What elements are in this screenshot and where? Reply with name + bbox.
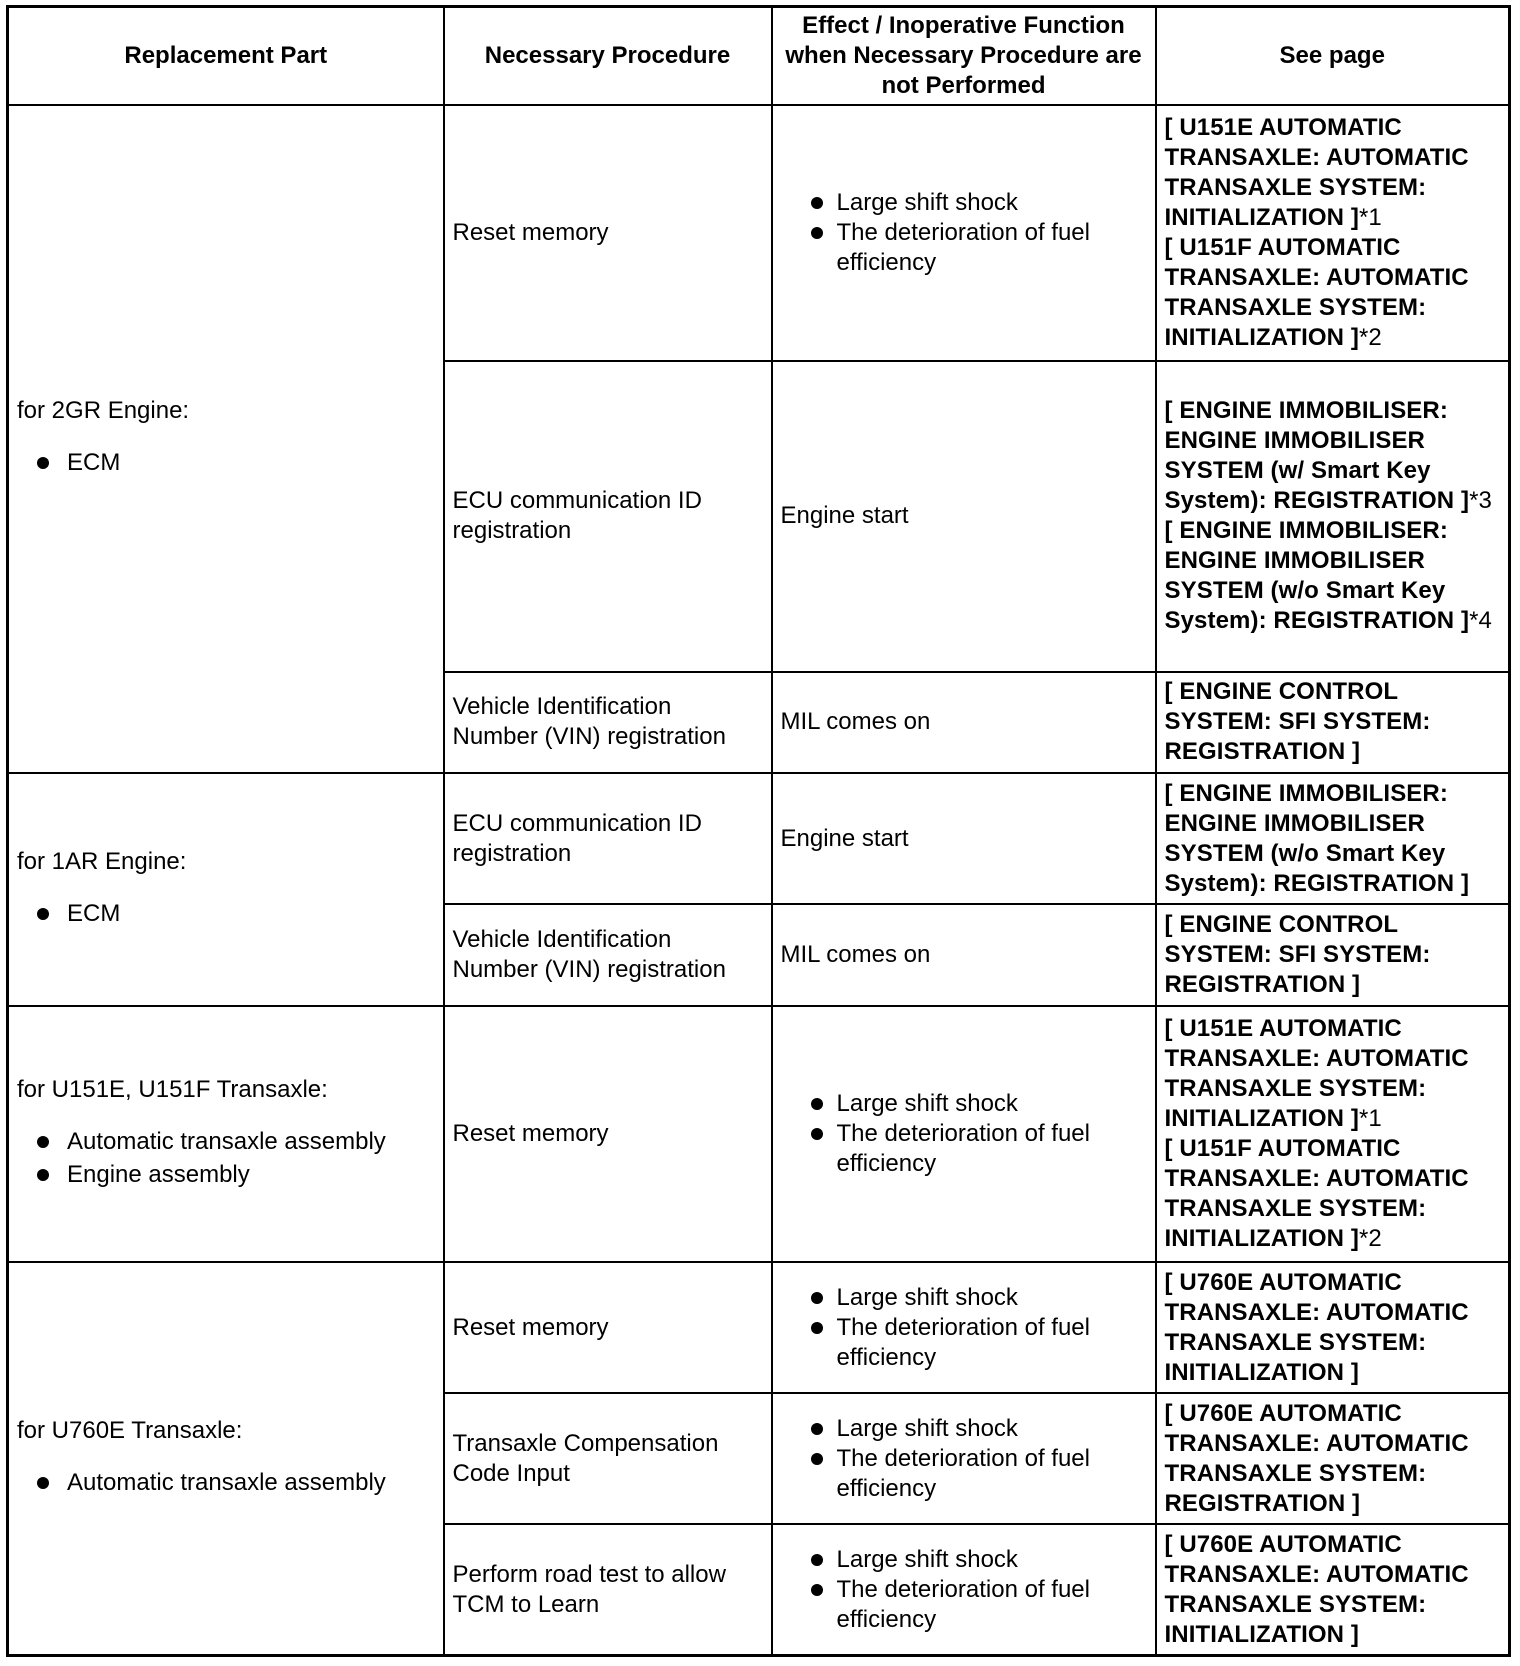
part-list [17,1468,435,1498]
page-reference-link[interactable] [1165,396,1501,516]
reference-text: [ U151E AUTOMATIC TRANSAXLE: AUTOMATIC TRANSAXLE SYSTEM: INITIALIZATION ] [1164,1014,1469,1132]
effect-cell [772,1006,1156,1262]
reference-text: [ ENGINE IMMOBILISER: ENGINE IMMOBILISER SYSTEM (w/ Smart Key System): REGISTRATION ] [1164,397,1470,515]
header-necessary-procedure: Necessary Procedure [444,7,772,105]
reference-text: [ ENGINE CONTROL SYSTEM: SFI SYSTEM: REGISTRATION ] [1164,678,1431,766]
effect-item: The deterioration of fuel efficiency [811,218,1147,278]
page-reference-link[interactable] [1165,1134,1501,1254]
page-reference-link[interactable] [1165,910,1501,1000]
reference-text: [ U760E AUTOMATIC TRANSAXLE: AUTOMATIC TRANSAXLE SYSTEM: INITIALIZATION ] [1164,1530,1469,1648]
part-list [17,1127,435,1190]
part-title: for 1AR Engine: [17,848,187,875]
effect-item: The deterioration of fuel efficiency [811,1575,1147,1635]
see-page-cell [1156,361,1510,672]
procedure-cell: Transaxle Compensation Code Input [444,1393,772,1524]
reference-note: *3 [1469,487,1492,515]
effect-text: MIL comes on [780,941,931,969]
page-reference-link[interactable] [1165,1399,1501,1519]
effect-cell [772,672,1156,774]
part-item: Engine assembly [37,1160,435,1190]
reference-text: [ U151F AUTOMATIC TRANSAXLE: AUTOMATIC TRANSAXLE SYSTEM: INITIALIZATION ] [1164,233,1469,351]
header-effect: Effect / Inoperative Function when Necessary Procedure are not Performed [772,7,1156,105]
see-page-cell [1156,904,1510,1006]
effect-cell [772,1524,1156,1655]
effect-list [781,188,1147,278]
effect-text: Engine start [780,502,909,530]
procedure-cell: Vehicle Identification Number (VIN) registration [444,904,772,1006]
reference-text: [ ENGINE IMMOBILISER: ENGINE IMMOBILISER SYSTEM (w/o Smart Key System): REGISTRATION ] [1164,779,1470,897]
table-row [8,1006,1510,1262]
effect-item: The deterioration of fuel efficiency [811,1444,1147,1504]
reference-text: [ U151E AUTOMATIC TRANSAXLE: AUTOMATIC TRANSAXLE SYSTEM: INITIALIZATION ] [1164,113,1469,231]
header-replacement-part: Replacement Part [8,7,444,105]
effect-item: Large shift shock [811,1414,1147,1444]
table-row [8,773,1510,904]
effect-item: Large shift shock [811,1545,1147,1575]
effect-item: Large shift shock [811,1089,1147,1119]
page-reference-link[interactable] [1165,1014,1501,1134]
reference-text: [ U151F AUTOMATIC TRANSAXLE: AUTOMATIC TRANSAXLE SYSTEM: INITIALIZATION ] [1164,1134,1469,1252]
effect-item: The deterioration of fuel efficiency [811,1119,1147,1179]
page-reference-link[interactable] [1165,113,1501,233]
part-list [17,899,435,929]
reference-note: *1 [1358,1104,1382,1132]
page-reference-link[interactable] [1165,1530,1501,1650]
table-row [8,105,1510,361]
procedure-cell: Reset memory [444,1006,772,1262]
procedure-cell: Perform road test to allow TCM to Learn [444,1524,772,1655]
replacement-part-cell [8,1262,444,1656]
reference-text: [ U760E AUTOMATIC TRANSAXLE: AUTOMATIC TRANSAXLE SYSTEM: REGISTRATION ] [1164,1399,1469,1517]
see-page-cell [1156,1262,1510,1393]
part-title: for U151E, U151F Transaxle: [17,1075,328,1103]
part-title: for U760E Transaxle: [17,1416,243,1444]
reference-note: *2 [1358,323,1382,351]
effect-text: Engine start [780,824,909,852]
effect-list [781,1089,1147,1179]
reference-note: *1 [1358,203,1382,231]
page-reference-link[interactable] [1165,233,1501,353]
header-see-page: See page [1156,7,1510,105]
table-body [8,105,1510,1656]
see-page-cell [1156,773,1510,904]
part-title: for 2GR Engine: [17,397,190,425]
see-page-cell [1156,1006,1510,1262]
part-list [17,448,435,478]
effect-item: The deterioration of fuel efficiency [811,1313,1147,1373]
table-row [8,1262,1510,1393]
procedure-cell: Reset memory [444,105,772,361]
part-item: Automatic transaxle assembly [37,1468,435,1498]
effect-text: MIL comes on [780,708,931,736]
reference-text: [ U760E AUTOMATIC TRANSAXLE: AUTOMATIC TRANSAXLE SYSTEM: INITIALIZATION ] [1164,1268,1469,1386]
replacement-part-cell [8,105,444,774]
procedure-cell: Reset memory [444,1262,772,1393]
see-page-cell [1156,105,1510,361]
reference-note: *4 [1469,607,1492,635]
reference-text: [ ENGINE IMMOBILISER: ENGINE IMMOBILISER SYSTEM (w/o Smart Key System): REGISTRATION ] [1164,517,1470,635]
effect-cell [772,361,1156,672]
effect-cell [772,904,1156,1006]
see-page-cell [1156,1393,1510,1524]
effect-cell [772,1262,1156,1393]
effect-cell [772,773,1156,904]
page-reference-link[interactable] [1165,516,1501,636]
replacement-part-cell [8,773,444,1006]
effect-cell [772,1393,1156,1524]
replacement-procedure-table [6,5,1511,1657]
effect-list [781,1545,1147,1635]
see-page-cell [1156,672,1510,774]
effect-item: Large shift shock [811,188,1147,218]
procedure-cell: ECU communication ID registration [444,773,772,904]
replacement-part-cell [8,1006,444,1262]
part-item: ECM [37,899,435,929]
page-reference-link[interactable] [1165,1268,1501,1388]
part-item: ECM [37,448,435,478]
reference-text: [ ENGINE CONTROL SYSTEM: SFI SYSTEM: REGISTRATION ] [1164,911,1431,999]
page-reference-link[interactable] [1165,779,1501,899]
see-page-cell [1156,1524,1510,1655]
effect-list [781,1414,1147,1504]
effect-item: Large shift shock [811,1283,1147,1313]
effect-list [781,1283,1147,1373]
header-row [8,7,1510,105]
effect-cell [772,105,1156,361]
reference-note: *2 [1358,1224,1382,1252]
page-reference-link[interactable] [1165,677,1501,767]
part-item: Automatic transaxle assembly [37,1127,435,1157]
procedure-cell: Vehicle Identification Number (VIN) registration [444,672,772,774]
procedure-cell: ECU communication ID registration [444,361,772,672]
